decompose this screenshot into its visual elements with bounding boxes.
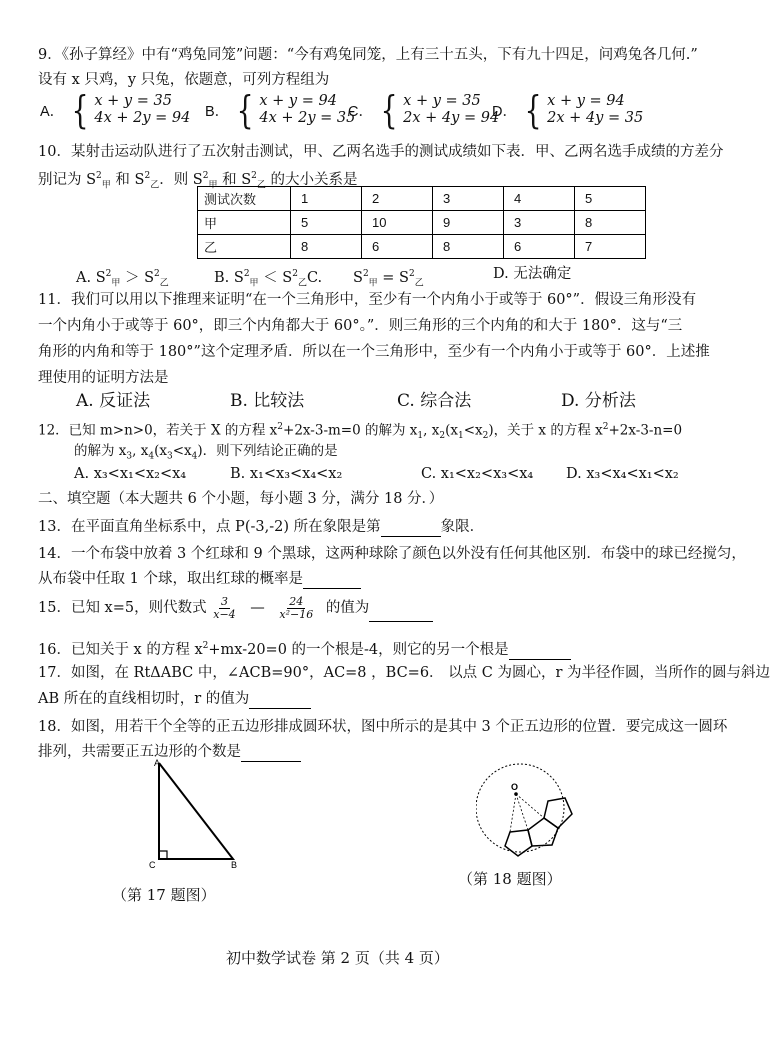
q14-stem-line2: 从布袋中任取 1 个球，取出红球的概率是 bbox=[38, 569, 361, 589]
q9-option-b[interactable] bbox=[205, 88, 356, 132]
table-header-row bbox=[198, 187, 646, 211]
score-table bbox=[197, 186, 646, 259]
q12-stem-line2: 的解为 $x_3$, $x_4(x_3<x_4)$．则下列结论正确的是 bbox=[74, 443, 338, 462]
q11-option-d[interactable]: D. 分析法 bbox=[561, 391, 636, 411]
table-cell: 8 bbox=[433, 235, 504, 259]
section-heading: 二、填空题（本大题共 6 个小题，每小题 3 分，满分 18 分．） bbox=[38, 491, 444, 507]
q18-stem-line1: 18．如图，用若干个全等的正五边形排成圆环状，图中所示的是其中 3 个正五边形的位置．要完成这一圆环 bbox=[38, 719, 728, 735]
q10-option-c[interactable]: $S^2_甲 = S^2_乙$ bbox=[353, 269, 424, 289]
table-row bbox=[198, 211, 646, 235]
table-cell: 2 bbox=[362, 187, 433, 211]
answer-blank[interactable] bbox=[241, 747, 301, 762]
table-cell: 5 bbox=[575, 187, 646, 211]
equation: 4x + 2y = 35 bbox=[259, 110, 356, 126]
q9-option-a[interactable] bbox=[40, 88, 191, 132]
q10-stem-line1: 10．某射击运动队进行了五次射击测试，甲、乙两名选手的测试成绩如下表．甲、乙两名选手成绩的方差分 bbox=[38, 144, 724, 160]
option-label: D． bbox=[492, 103, 517, 120]
figure-17-caption: （第 17 题图） bbox=[112, 886, 216, 904]
table-cell: 5 bbox=[291, 211, 362, 235]
answer-blank[interactable] bbox=[369, 607, 433, 622]
q18-stem-line2: 排列，共需要正五边形的个数是 bbox=[38, 742, 301, 762]
q12-option-d[interactable]: D. x₃<x₄<x₁<x₂ bbox=[566, 466, 679, 482]
q10-option-d[interactable]: D. 无法确定 bbox=[493, 266, 572, 282]
q15-stem: 15．已知 x=5，则代数式 $\frac{3}{x-4}$ — $\frac{24}{\text{x²−16}}$ 的值为 bbox=[38, 594, 433, 622]
answer-blank[interactable] bbox=[381, 522, 441, 537]
table-cell: 7 bbox=[575, 235, 646, 259]
vertex-label-b: B bbox=[231, 860, 238, 870]
table-cell: 6 bbox=[504, 235, 575, 259]
table-cell: 10 bbox=[362, 211, 433, 235]
q9-option-d[interactable] bbox=[492, 88, 644, 132]
table-cell: 甲 bbox=[198, 211, 291, 235]
table-cell: 1 bbox=[291, 187, 362, 211]
q11-option-c[interactable]: C. 综合法 bbox=[397, 391, 472, 411]
q12-stem-line1: 12．已知 m>n>0，若关于 X 的方程 $x^2+2x-3-m=0$ 的解为 $x_1$, $x_2(x_1<x_2)$，关于 x 的方程 $x^2+2x-3-n=0$ bbox=[38, 422, 683, 442]
q10-stem-line2: 别记为 $S^2_甲$ 和 $S^2_乙$．则 $S^2_甲$ 和 $S^2_乙$ 的大小关系是 bbox=[38, 171, 358, 191]
equation: x + y = 35 bbox=[403, 93, 481, 109]
option-label: B． bbox=[205, 103, 230, 120]
q12-option-b[interactable]: B. x₁<x₃<x₄<x₂ bbox=[230, 466, 343, 482]
q17-stem-line2: AB 所在的直线相切时，r 的值为 bbox=[38, 689, 311, 709]
table-row bbox=[198, 235, 646, 259]
table-cell: 8 bbox=[291, 235, 362, 259]
vertex-label-a: A bbox=[154, 758, 161, 768]
answer-blank[interactable] bbox=[249, 694, 311, 709]
figure-18-caption: （第 18 题图） bbox=[458, 870, 562, 888]
equation: x + y = 35 bbox=[94, 93, 172, 109]
fraction: $\frac{3}{x-4}$ bbox=[213, 594, 236, 621]
q11-option-b[interactable]: B. 比较法 bbox=[230, 391, 305, 411]
table-cell: 4 bbox=[504, 187, 575, 211]
q10-option-b[interactable]: B. $S^2_甲 < S^2_乙C$. bbox=[214, 269, 323, 289]
equation: 4x + 2y = 94 bbox=[94, 110, 191, 126]
q10-option-a[interactable]: A. $S^2_甲 > S^2_乙$ bbox=[76, 269, 169, 289]
q11-stem-line4: 理使用的证明方法是 bbox=[38, 370, 169, 386]
brace-icon: { bbox=[380, 88, 398, 132]
q13-stem: 13．在平面直角坐标系中，点 P(-3,-2) 所在象限是第 象限． bbox=[38, 519, 485, 535]
table-cell: 3 bbox=[504, 211, 575, 235]
figure-18-pentagon-ring bbox=[476, 760, 586, 868]
q9-stem-line2: 设有 x 只鸡，y 只兔，依题意，可列方程组为 bbox=[38, 72, 330, 88]
q9-option-c[interactable] bbox=[348, 88, 500, 132]
fraction: $\frac{24}{\text{x²−16}}$ bbox=[279, 594, 314, 621]
answer-blank[interactable] bbox=[509, 645, 571, 660]
q11-stem-line1: 11．我们可以用以下推理来证明“在一个三角形中，至少有一个内角小于或等于 60°”．假设三角形没有 bbox=[38, 292, 697, 308]
vertex-label-c: C bbox=[149, 860, 156, 870]
q12-option-a[interactable]: A. x₃<x₁<x₂<x₄ bbox=[74, 466, 187, 482]
q11-option-a[interactable]: A. 反证法 bbox=[76, 391, 151, 411]
q11-stem-line3: 角形的内角和等于 180°”这个定理矛盾．所以在一个三角形中，至少有一个内角小于或等于 60°．上述推 bbox=[38, 344, 710, 360]
table-cell: 9 bbox=[433, 211, 504, 235]
q12-option-c[interactable]: C. x₁<x₂<x₃<x₄ bbox=[421, 466, 534, 482]
q16-stem: 16．已知关于 x 的方程 $x^2+mx-20=0$ 的一个根是-4，则它的另一个根是 bbox=[38, 636, 571, 660]
figure-17-triangle bbox=[145, 755, 245, 873]
answer-blank[interactable] bbox=[303, 574, 361, 589]
table-cell: 8 bbox=[575, 211, 646, 235]
q9-stem-line1: 9．《孙子算经》中有“鸡兔同笼”问题：“今有鸡兔同笼，上有三十五头，下有九十四足，问鸡兔各几何.” bbox=[38, 47, 698, 63]
table-cell: 乙 bbox=[198, 235, 291, 259]
page-footer: 初中数学试卷 第 2 页（共 4 页） bbox=[226, 949, 449, 967]
table-cell: 6 bbox=[362, 235, 433, 259]
equation: 2x + 4y = 35 bbox=[547, 110, 644, 126]
table-cell: 3 bbox=[433, 187, 504, 211]
q17-stem-line1: 17．如图，在 RtΔABC 中，∠ACB=90°，AC=8 ，BC=6． 以点 C 为圆心，r 为半径作圆，当所作的圆与斜边 bbox=[38, 665, 770, 681]
equation: 2x + 4y = 94 bbox=[403, 110, 500, 126]
q14-stem-line1: 14．一个布袋中放着 3 个红球和 9 个黑球，这两种球除了颜色以外没有任何其他区别．布袋中的球已经搅匀， bbox=[38, 546, 746, 562]
table-cell: 测试次数 bbox=[198, 187, 291, 211]
brace-icon: { bbox=[236, 88, 254, 132]
brace-icon: { bbox=[524, 88, 542, 132]
brace-icon: { bbox=[71, 88, 89, 132]
option-label: A． bbox=[40, 103, 65, 120]
option-label: C． bbox=[348, 103, 373, 120]
equation: x + y = 94 bbox=[259, 93, 337, 109]
q11-stem-line2: 一个内角小于或等于 60°，即三个内角都大于 60°。”．则三角形的三个内角的和大于 180°．这与“三 bbox=[38, 318, 683, 334]
equation: x + y = 94 bbox=[547, 93, 625, 109]
center-label-o: O bbox=[511, 782, 519, 792]
